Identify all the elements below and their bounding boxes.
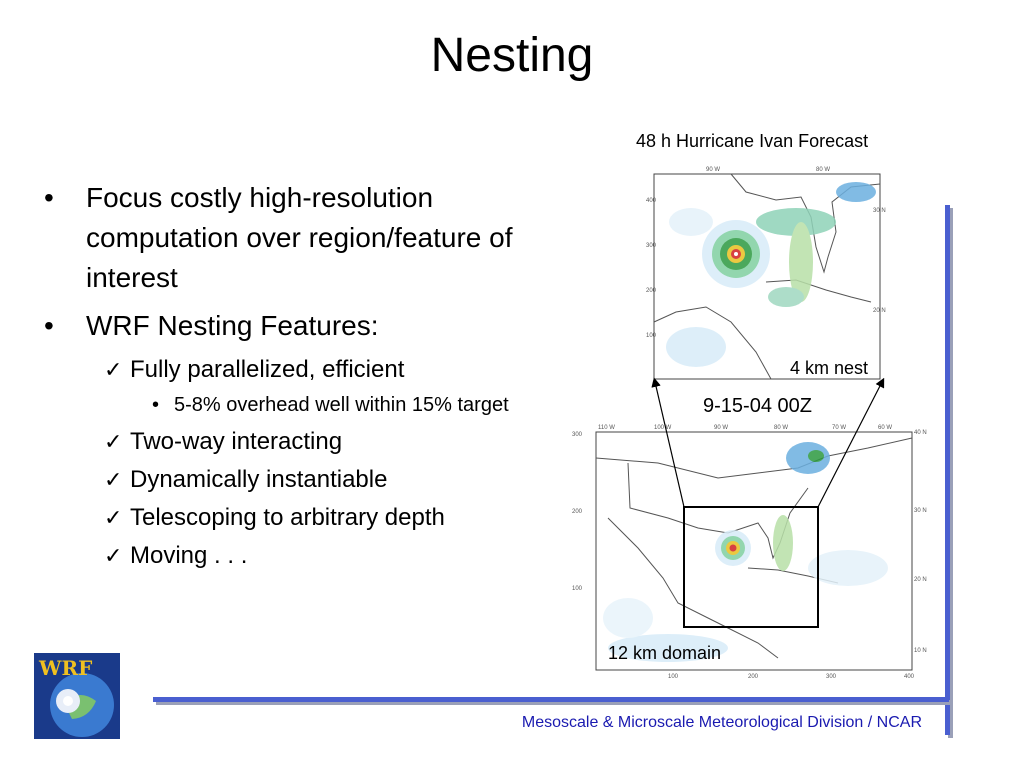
slide-title: Nesting	[430, 29, 594, 82]
bullet-text: Focus costly high-resolution computation over region/feature of interest	[86, 182, 513, 293]
tick-label: 100 W	[654, 425, 672, 431]
tick-label: 100	[668, 674, 679, 680]
tick-label: 20 N	[914, 577, 927, 583]
logo-text: WRF	[39, 656, 93, 680]
tick-label: 200	[646, 288, 657, 294]
bullet-dot-icon: •	[44, 182, 54, 213]
tick-label: 90 W	[706, 167, 721, 173]
tick-label: 30 N	[873, 208, 886, 214]
bullet-dot-icon: •	[152, 394, 160, 416]
tick-label: 40 N	[914, 430, 927, 436]
tick-label: 90 W	[714, 425, 729, 431]
wrf-logo	[34, 653, 120, 739]
checkmark-icon: ✓	[104, 543, 123, 568]
checkmark-icon: ✓	[104, 429, 123, 454]
feature-text: Telescoping to arbitrary depth	[130, 504, 445, 531]
tick-label: 70 W	[832, 425, 847, 431]
figure-caption: 48 h Hurricane Ivan Forecast	[636, 131, 869, 151]
tick-label: 60 W	[878, 425, 893, 431]
checkmark-icon: ✓	[104, 505, 123, 530]
tick-label: 200	[748, 674, 759, 680]
tick-label: 20 N	[873, 308, 886, 314]
tick-label: 100	[646, 333, 657, 339]
nest-label: 4 km nest	[790, 358, 869, 378]
tick-label: 200	[572, 509, 583, 515]
checkmark-icon: ✓	[104, 467, 123, 492]
bullet-text: WRF Nesting Features:	[86, 310, 379, 341]
tick-label: 30 N	[914, 508, 927, 514]
tick-label: 10 N	[914, 648, 927, 654]
tick-label: 300	[572, 432, 583, 438]
tick-label: 300	[826, 674, 837, 680]
tick-label: 300	[646, 243, 657, 249]
sub-bullet-text: 5-8% overhead well within 15% target	[174, 394, 509, 416]
feature-text: Two-way interacting	[130, 428, 343, 455]
date-label: 9-15-04 00Z	[703, 395, 812, 417]
tick-label: 110 W	[598, 425, 615, 431]
feature-text: Fully parallelized, efficient	[130, 356, 405, 383]
checkmark-icon: ✓	[104, 357, 123, 382]
domain-label: 12 km domain	[608, 643, 722, 663]
tick-label: 400	[904, 674, 915, 680]
tick-label: 80 W	[774, 425, 789, 431]
tick-label: 80 W	[816, 167, 831, 173]
tick-label: 400	[646, 198, 657, 204]
feature-text: Moving . . .	[130, 542, 248, 569]
tick-label: 100	[572, 586, 583, 592]
footer-text: Mesoscale & Microscale Meteorological Division / NCAR	[521, 714, 922, 731]
bullet-dot-icon: •	[44, 310, 54, 341]
feature-text: Dynamically instantiable	[130, 466, 388, 493]
